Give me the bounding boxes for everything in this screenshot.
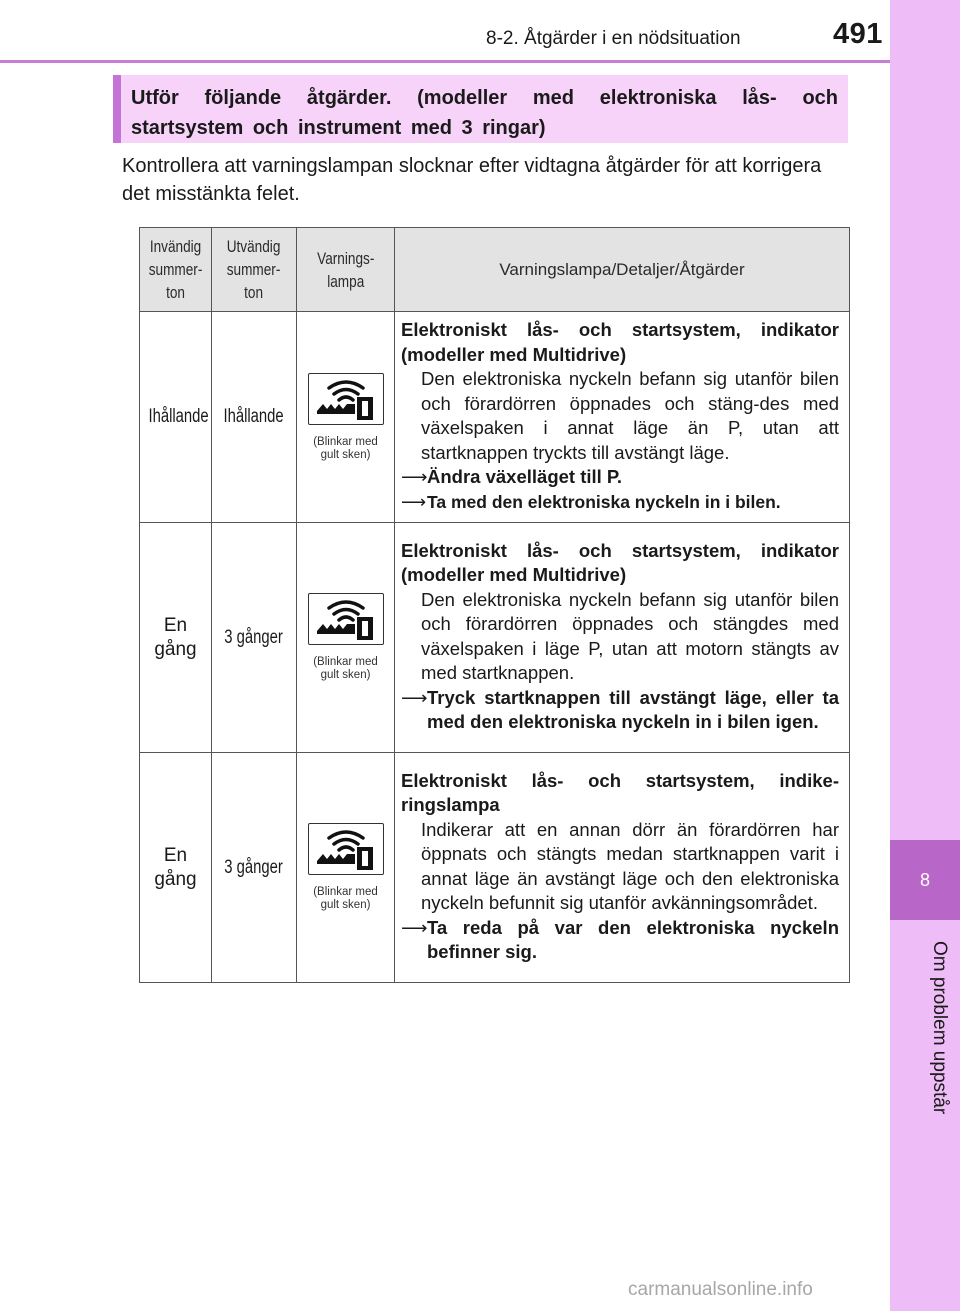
action-item: ⟶ Tryck startknappen till avstängt läge, eller ta med den elektroniska nyckeln in i bilen igen.: [401, 686, 839, 732]
details-cell: [395, 753, 850, 983]
warning-title: Elektroniskt lås- och startsystem, indikator (modeller med Multidrive): [401, 539, 839, 585]
smart-key-icon: [308, 373, 384, 425]
warning-description: Den elektroniska nyckeln befann sig utanför bilen och förardörren öppnades och stäng-des med växelspaken i annat läge än P, utan att startknappen tryckts till avstängt läge.: [421, 368, 839, 463]
action-item: ⟶ Ta med den elektroniska nyckeln in i bilen.: [401, 490, 839, 515]
table-header-row: [140, 228, 850, 312]
lamp-caption: (Blinkar med gult sken): [313, 435, 378, 461]
header-warning-lamp: Varnings- lampa: [297, 228, 395, 312]
lamp-caption: (Blinkar med gult sken): [313, 656, 378, 681]
arrow-right-icon: ⟶: [401, 686, 428, 708]
table-row: [140, 523, 850, 753]
inside-buzzer-cell: En gång: [140, 523, 212, 753]
warning-title: Elektroniskt lås- och startsystem, indikator (modeller med Multidrive): [401, 319, 839, 365]
outside-buzzer-cell: 3 gånger: [212, 523, 297, 753]
arrow-right-icon: ⟶: [401, 491, 427, 512]
page-number: 491: [833, 18, 883, 50]
action-item: ⟶ Ändra växelläget till P.: [401, 465, 839, 490]
inside-buzzer-cell: Ihållande: [140, 312, 212, 523]
details-cell: [395, 523, 850, 753]
warning-lamp-cell: [297, 753, 395, 983]
table-row: [140, 312, 850, 523]
details-cell: [395, 312, 850, 523]
section-title: 8-2. Åtgärder i en nödsituation: [486, 28, 741, 49]
warning-title: Elektroniskt lås- och startsystem, indike-ringslampa: [401, 769, 839, 815]
chapter-title: Om problem uppstår: [929, 941, 950, 1115]
warning-description: Den elektroniska nyckeln befann sig utanför bilen och förardörren öppnades och stängdes med växelspaken i läge P, utan att motorn stängts av med startknappen.: [421, 588, 839, 683]
warning-lamp-cell: [297, 312, 395, 523]
chapter-number: 8: [890, 840, 960, 920]
arrow-right-icon: ⟶: [401, 916, 428, 938]
smart-key-icon: [308, 823, 384, 875]
intro-paragraph: Kontrollera att varningslampan slocknar efter vidtagna åtgärder för att korrigera det misstänkta felet.: [122, 155, 822, 205]
warning-description: Indikerar att en annan dörr än förardörren har öppnats och stängts medan startknappen varit i annat läge än avstängt läge och den elektroniska nyckeln befunnit sig utanför avkänningsområdet.: [421, 818, 839, 913]
header-inside-buzzer: Invändig summer- ton: [140, 228, 212, 312]
smart-key-icon: [308, 593, 384, 645]
outside-buzzer-cell: 3 gånger: [212, 753, 297, 983]
table-row: [140, 753, 850, 983]
warning-lamp-cell: [297, 523, 395, 753]
inside-buzzer-cell: En gång: [140, 753, 212, 983]
lamp-caption: (Blinkar med gult sken): [313, 886, 378, 911]
outside-buzzer-cell: Ihållande: [212, 312, 297, 523]
header-details: Varningslampa/Detaljer/Åtgärder: [395, 228, 850, 312]
action-item: ⟶ Ta reda på var den elektroniska nyckeln befinner sig.: [401, 916, 839, 962]
watermark: carmanualsonline.info: [628, 1279, 813, 1300]
header-rule: [0, 60, 890, 63]
arrow-right-icon: ⟶: [401, 466, 428, 487]
warning-table: [139, 227, 850, 983]
action-heading: Utför följande åtgärder. (modeller med elektroniska lås- och startsystem och instrument med 3 ringar): [113, 75, 848, 143]
header-outside-buzzer: Utvändig summer- ton: [212, 228, 297, 312]
